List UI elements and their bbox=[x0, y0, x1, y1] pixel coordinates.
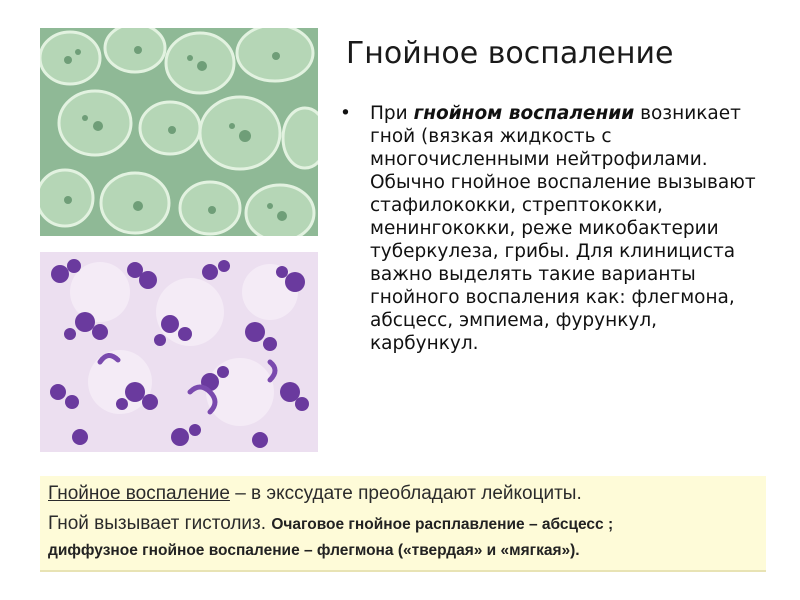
bullet-lead-text: При bbox=[370, 103, 414, 124]
slide-title: Гнойное воспаление bbox=[346, 36, 674, 71]
summary-line-3: диффузное гнойное воспаление – флегмона («твердая» и «мягкая»). bbox=[48, 542, 580, 559]
bullet-body-text: возникает гной (вязкая жидкость с многочисленными нейтрофилами. Обычно гнойное воспаление вызывают стафилококки, стрептококки, менингококки, реже микобактерии туберкулеза, грибы. Для клинициста важно выделять такие варианты гнойного воспаления как: флегмона, абсцесс, эмпиема, фурункул, карбункул. bbox=[370, 103, 756, 354]
summary-line-1 bbox=[48, 483, 582, 505]
bullet-marker: • bbox=[340, 103, 351, 124]
summary-line-2-plain: Гной вызывает гистолиз. bbox=[48, 513, 272, 534]
bullet-emphasis-text: гнойном воспалении bbox=[413, 103, 635, 124]
summary-line-1-rest: – в экссудате преобладают лейкоциты. bbox=[229, 483, 582, 504]
micrograph-phase-contrast-image bbox=[40, 28, 318, 236]
summary-box bbox=[40, 476, 766, 572]
summary-line-2-bold: Очаговое гнойное расплавление – абсцесс ; bbox=[271, 516, 614, 533]
micrograph-neutrophils-image bbox=[40, 252, 318, 452]
bullet-text bbox=[370, 102, 770, 355]
summary-line-2 bbox=[48, 513, 613, 535]
summary-term: Гнойное воспаление bbox=[48, 483, 230, 504]
